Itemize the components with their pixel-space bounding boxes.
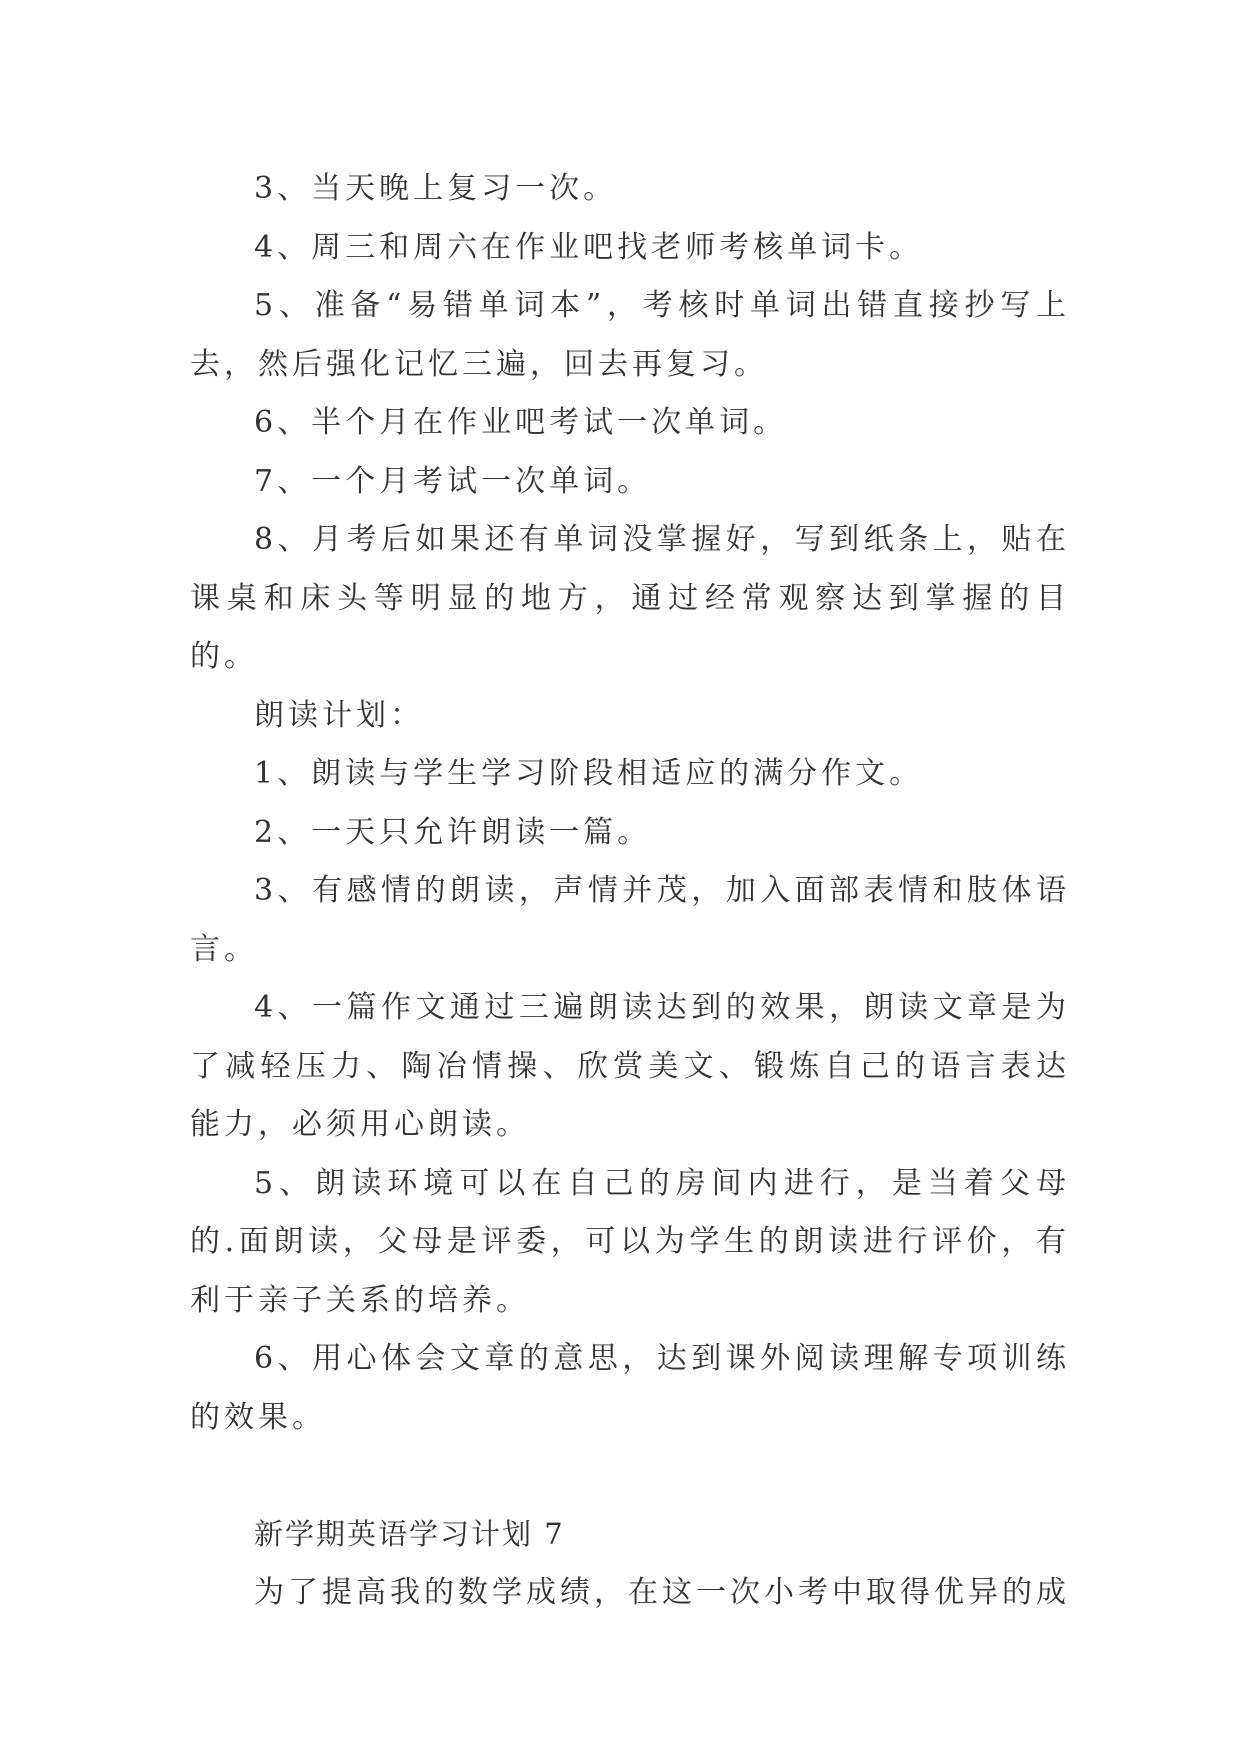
paragraph: 3、当天晚上复习一次。	[254, 171, 618, 206]
paragraph: 2、一天只允许朗读一篇。	[254, 814, 652, 850]
paragraph: 6、用心体会文章的意思，达到课外阅读理解专项训练的效果。	[190, 1341, 1070, 1435]
document-body	[190, 160, 1070, 1622]
paragraph: 6、半个月在作业吧考试一次单词。	[254, 405, 788, 440]
paragraph: 1、朗读与学生学习阶段相适应的满分作文。	[254, 756, 924, 791]
paragraph: 7、一个月考试一次单词。	[254, 463, 652, 499]
section-heading: 新学期英语学习计划 7	[254, 1517, 565, 1551]
paragraph: 3、有感情的朗读，声情并茂，加入面部表情和肢体语言。	[190, 873, 1070, 967]
paragraph: 4、一篇作文通过三遍朗读达到的效果，朗读文章是为了减轻压力、陶冶情操、欣赏美文、锻炼自己的语言表达能力，必须用心朗读。	[190, 990, 1070, 1142]
reading-plan-title: 朗读计划：	[254, 697, 424, 733]
paragraph: 为了提高我的数学成绩，在这一次小考中取得优异的成	[254, 1574, 1070, 1610]
paragraph: 5、准备“易错单词本”，考核时单词出错直接抄写上去，然后强化记忆三遍，回去再复习。	[190, 288, 1070, 382]
paragraph: 4、周三和周六在作业吧找老师考核单词卡。	[254, 229, 924, 265]
paragraph: 8、月考后如果还有单词没掌握好，写到纸条上，贴在课桌和床头等明显的地方，通过经常观察达到掌握的目的。	[190, 522, 1070, 674]
paragraph: 5、朗读环境可以在自己的房间内进行，是当着父母的.面朗读，父母是评委，可以为学生的朗读进行评价，有利于亲子关系的培养。	[190, 1165, 1070, 1318]
